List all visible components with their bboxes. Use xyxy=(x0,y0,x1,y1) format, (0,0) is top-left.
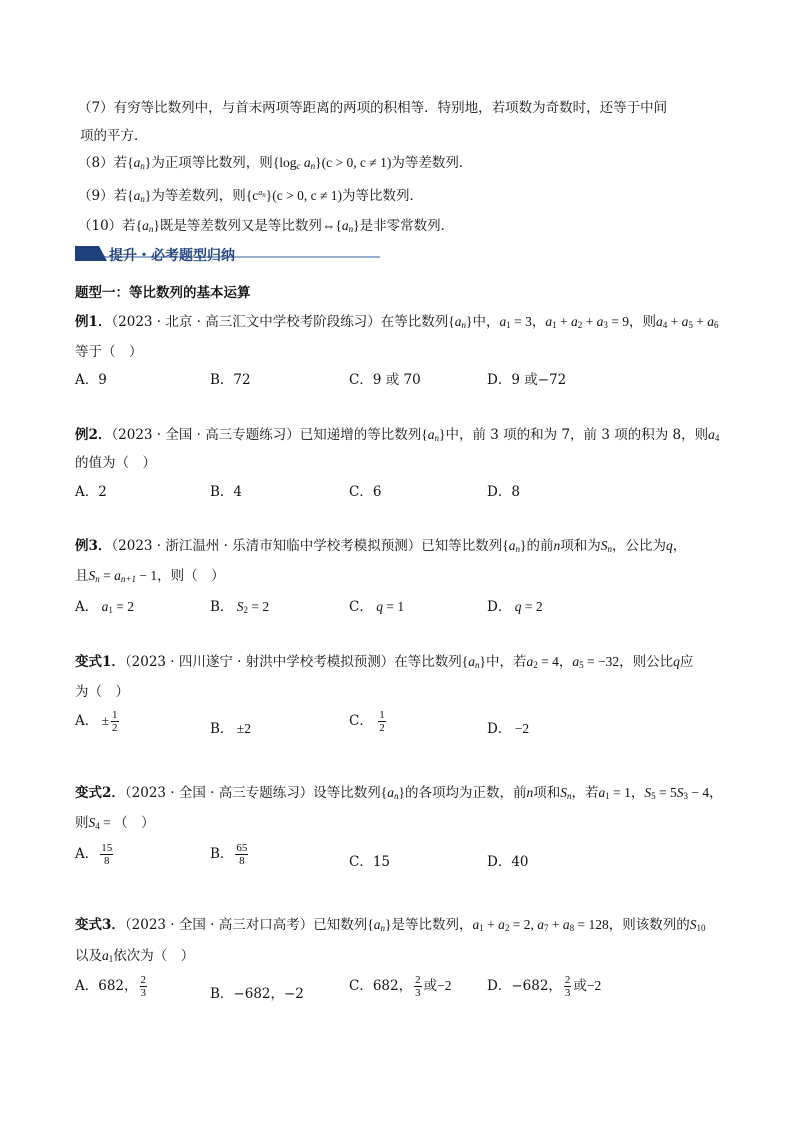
example-2-option-b[interactable]: B．4 xyxy=(210,484,243,500)
variant-1-line1 xyxy=(75,650,693,670)
variant-3-end: ，则该数列的 xyxy=(608,917,690,933)
property-8-post: 为等差数列． xyxy=(391,155,473,171)
variant-1-option-c-label: C． xyxy=(349,713,373,729)
variant-2-mid: 的各项均为正数，前 xyxy=(404,785,527,801)
example-2-source: （2023 · 全国 · 高三专题练习）已知递增的等比数列 xyxy=(111,427,422,443)
example-1-option-c[interactable]: C．9 或 70 xyxy=(349,372,421,388)
variant-2-option-a-math: $\frac{15}{8}$ xyxy=(101,842,113,868)
variant-1-end2: 应 xyxy=(679,654,694,670)
variant-1-label: 变式1． xyxy=(75,654,125,670)
example-1-source: （2023 · 北京 · 高三汇文中学校考阶段练习）在等比数列 xyxy=(111,314,449,330)
variant-2-option-b[interactable] xyxy=(210,842,250,867)
property-9-mid: 为等差数列，则 xyxy=(151,188,246,204)
example-1-label: 例1． xyxy=(75,314,112,330)
variant-2-label: 变式2． xyxy=(75,785,125,801)
property-9-seq: $\{a_n\}$ xyxy=(127,188,152,204)
example-3-condition: $S_n = a_{n+1} - 1$ xyxy=(88,568,158,584)
property-10-mid: 既是等差数列又是等比数列 xyxy=(159,218,322,234)
variant-1-option-d-math: −2 xyxy=(511,721,530,736)
variant-1-source: （2023 · 四川遂宁 · 射洪中学校考模拟预测）在等比数列 xyxy=(124,654,462,670)
example-1-option-a[interactable]: A．9 xyxy=(75,372,107,388)
example-3-option-a-label: A． xyxy=(75,599,99,615)
example-3-n: n xyxy=(553,538,561,553)
example-2-line2: 的值为（ ） xyxy=(75,455,156,471)
example-3-option-d[interactable] xyxy=(487,595,543,615)
variant-1-mid: 中，若 xyxy=(485,654,527,670)
example-3-option-b-label: B． xyxy=(210,599,234,615)
property-7-line1: （7）有穷等比数列中，与首末两项等距离的两项的积相等．特别地，若项数为奇数时，还等于中间 xyxy=(78,100,668,116)
variant-3-option-a-label: A．682， xyxy=(75,978,138,994)
example-3-option-d-math: q = 2 xyxy=(514,599,543,614)
property-8 xyxy=(78,151,472,171)
example-1-line1 xyxy=(75,310,718,330)
property-10-post: 是非零常数列． xyxy=(359,218,455,234)
variant-3-option-d-math: $\frac{2}{3}$ 或−2 xyxy=(564,974,602,1000)
variant-1-option-a[interactable] xyxy=(75,709,121,734)
variant-1-option-a-label: A． xyxy=(75,713,99,729)
variant-3-option-b[interactable]: B．−682，−2 xyxy=(210,986,304,1002)
variant-3-option-c-label: C．682， xyxy=(349,978,413,994)
property-8-formula: {$\log_c$ $a_n\}(c > 0$, c ≠ 1) xyxy=(272,155,392,171)
variant-3-line2 xyxy=(75,944,194,964)
example-2-target: $a_4$ xyxy=(708,427,720,443)
variant-3-source: （2023 · 全国 · 高三对口高考）已知数列 xyxy=(124,917,368,933)
variant-3-line2-post: 依次为（ ） xyxy=(113,948,195,964)
property-9-formula: $\{c^{a_n}\}(c > 0$, c ≠ 1) xyxy=(245,188,343,203)
property-10 xyxy=(78,214,454,234)
section-banner xyxy=(75,245,380,267)
variant-1-cond: $a_2 = 4$，$a_5 = -32$ xyxy=(526,654,620,670)
example-3-option-d-label: D． xyxy=(487,599,512,615)
variant-3-option-d[interactable] xyxy=(487,974,601,999)
variant-2-n: n xyxy=(526,785,534,800)
example-3-line2-post: ，则（ ） xyxy=(157,568,225,584)
example-1-end: ，则 xyxy=(628,314,656,330)
property-10-seq: $\{a_n\}$ xyxy=(135,218,160,234)
variant-2-option-c[interactable]: C．15 xyxy=(349,854,391,870)
variant-2-sn: $S_n$ xyxy=(560,785,572,801)
example-2-line1 xyxy=(75,423,719,443)
example-2-seq: $\{a_n\}$ xyxy=(421,427,446,443)
variant-2-mid2: 项和 xyxy=(533,785,561,801)
variant-3-cond: $a_1 + a_2 = 2$, $a_7 + a_8 = 128$ xyxy=(472,917,609,933)
example-3-seq: $\{a_n\}$ xyxy=(502,538,527,554)
property-9-post: 为等比数列． xyxy=(342,188,424,204)
variant-3-option-c-math: $\frac{2}{3}$ 或−2 xyxy=(415,974,452,1000)
example-3-option-b-math: $S_2 = 2$ xyxy=(236,599,270,615)
example-3-mid2: 项和为 xyxy=(560,538,601,554)
example-3-mid: 的前 xyxy=(526,538,554,554)
example-1-seq: $\{a_n\}$ xyxy=(448,314,473,330)
example-1-cond: $a_1 = 3$，$a_1 + a_2 + a_3 = 9$ xyxy=(499,314,629,330)
variant-3-option-a[interactable] xyxy=(75,974,149,999)
section-title: 提升・必考题型归纳 xyxy=(109,248,235,264)
example-3-option-c-math: q = 1 xyxy=(376,599,405,614)
variant-1-option-c-math: $\frac{1}{2}$ xyxy=(379,709,385,735)
example-2-option-a[interactable]: A．2 xyxy=(75,484,107,500)
banner-marker-icon xyxy=(75,246,107,261)
variant-2-mid3: ，若 xyxy=(571,785,599,801)
variant-1-option-c[interactable] xyxy=(349,709,388,734)
variant-2-option-b-math: $\frac{65}{8}$ xyxy=(236,842,248,868)
example-3-sn: $S_n$ xyxy=(600,538,612,554)
property-10-arrow: ⇔ xyxy=(321,218,336,233)
variant-3-label: 变式3． xyxy=(75,917,125,933)
example-1-line2: 等于（ ） xyxy=(75,344,143,360)
property-10-pre: （10）若 xyxy=(78,218,136,234)
example-3-option-a-math: $a_1 = 2$ xyxy=(101,599,134,615)
variant-3-s10: $S_{10}$ xyxy=(689,917,706,933)
variant-2-line2-post: （ ） xyxy=(114,815,155,831)
variant-2-seq: $\{a_n\}$ xyxy=(380,785,405,801)
variant-2-option-b-label: B． xyxy=(210,846,234,862)
variant-3-seq: $\{a_n\}$ xyxy=(367,917,392,933)
variant-2-option-a[interactable] xyxy=(75,842,115,867)
variant-3-option-c[interactable] xyxy=(349,974,451,999)
property-8-mid: 为正项等比数列，则 xyxy=(151,155,273,171)
variant-2-cond: $a_1 = 1$，$S_5 = 5S_3 - 4$ xyxy=(598,785,710,801)
example-3-line1: 例3．（2023 · 浙江温州 · 乐清市知临中学校考模拟预测）已知等比数列$\{a_n\}$的前n项和为$S_n$，公比为q， xyxy=(75,538,687,554)
variant-2-option-a-label: A． xyxy=(75,846,99,862)
example-1-mid: 中， xyxy=(472,314,500,330)
example-2-option-c[interactable]: C．6 xyxy=(349,484,382,500)
example-3-option-c-label: C． xyxy=(349,599,373,615)
property-7-line2: 项的平方． xyxy=(80,128,148,144)
variant-1-option-b-label: B． xyxy=(210,721,234,737)
example-1-option-b[interactable]: B．72 xyxy=(210,372,251,388)
property-8-seq: $\{a_n\}$ xyxy=(127,155,152,171)
example-2-mid: 中，前 3 项的和为 7，前 3 项的积为 8，则 xyxy=(445,427,709,443)
variant-2-source: （2023 · 全国 · 高三专题练习）设等比数列 xyxy=(124,785,381,801)
type-heading: 题型一：等比数列的基本运算 xyxy=(75,285,251,301)
variant-1-option-d-label: D． xyxy=(487,721,512,737)
variant-1-line2: 为（ ） xyxy=(75,684,129,700)
property-10-seq2: $\{a_n\}$ xyxy=(335,218,360,234)
example-3-label: 例3． xyxy=(75,538,112,554)
variant-2-line2 xyxy=(75,811,155,831)
variant-1-end: ，则公比 xyxy=(619,654,674,670)
example-1-target: $a_4 + a_5 + a_6$ xyxy=(655,314,719,330)
variant-2-line2-pre: 则 xyxy=(75,815,89,831)
variant-1-seq: $\{a_n\}$ xyxy=(461,654,486,670)
variant-2-target: $S_4$ = xyxy=(88,815,115,831)
example-3-option-c[interactable] xyxy=(349,595,404,615)
example-3-option-a[interactable] xyxy=(75,595,134,615)
property-9-pre: （9）若 xyxy=(78,188,128,204)
variant-3-option-d-label: D．−682， xyxy=(487,978,562,994)
example-3-line2 xyxy=(75,564,225,584)
variant-3-line1 xyxy=(75,913,705,933)
variant-1-option-b[interactable] xyxy=(210,717,251,737)
property-9 xyxy=(78,184,423,204)
variant-1-option-b-math: ±2 xyxy=(233,721,251,736)
variant-1-q: q xyxy=(673,654,680,669)
example-3-q: q xyxy=(665,538,673,553)
variant-3-line2-pre: 以及 xyxy=(75,948,102,964)
variant-2-line1: 变式2．（2023 · 全国 · 高三专题练习）设等比数列$\{a_n\}$的各项均为正数，前n项和$S_n$，若$a_1 = 1$，$S_5 = 5S_3 - 4$， xyxy=(75,785,723,801)
variant-2-option-d[interactable]: D．40 xyxy=(487,854,529,870)
example-1-option-d[interactable]: D．9 或−72 xyxy=(487,372,567,388)
variant-3-a1: $a_1$ xyxy=(102,948,114,964)
property-8-pre: （8）若 xyxy=(78,155,128,171)
variant-3-mid: 是等比数列， xyxy=(391,917,473,933)
example-3-option-b[interactable] xyxy=(210,595,269,615)
example-3-source: （2023 · 浙江温州 · 乐清市知临中学校考模拟预测）已知等比数列 xyxy=(111,538,503,554)
variant-1-option-a-math: ± $\frac{1}{2}$ xyxy=(98,709,118,735)
example-3-line2-pre: 且 xyxy=(75,568,89,584)
example-2-option-d[interactable]: D．8 xyxy=(487,484,520,500)
example-2-label: 例2． xyxy=(75,427,112,443)
example-3-mid3: ，公比为 xyxy=(611,538,666,554)
variant-3-option-a-math: $\frac{2}{3}$ xyxy=(140,974,147,1000)
variant-1-option-d[interactable] xyxy=(487,717,529,737)
